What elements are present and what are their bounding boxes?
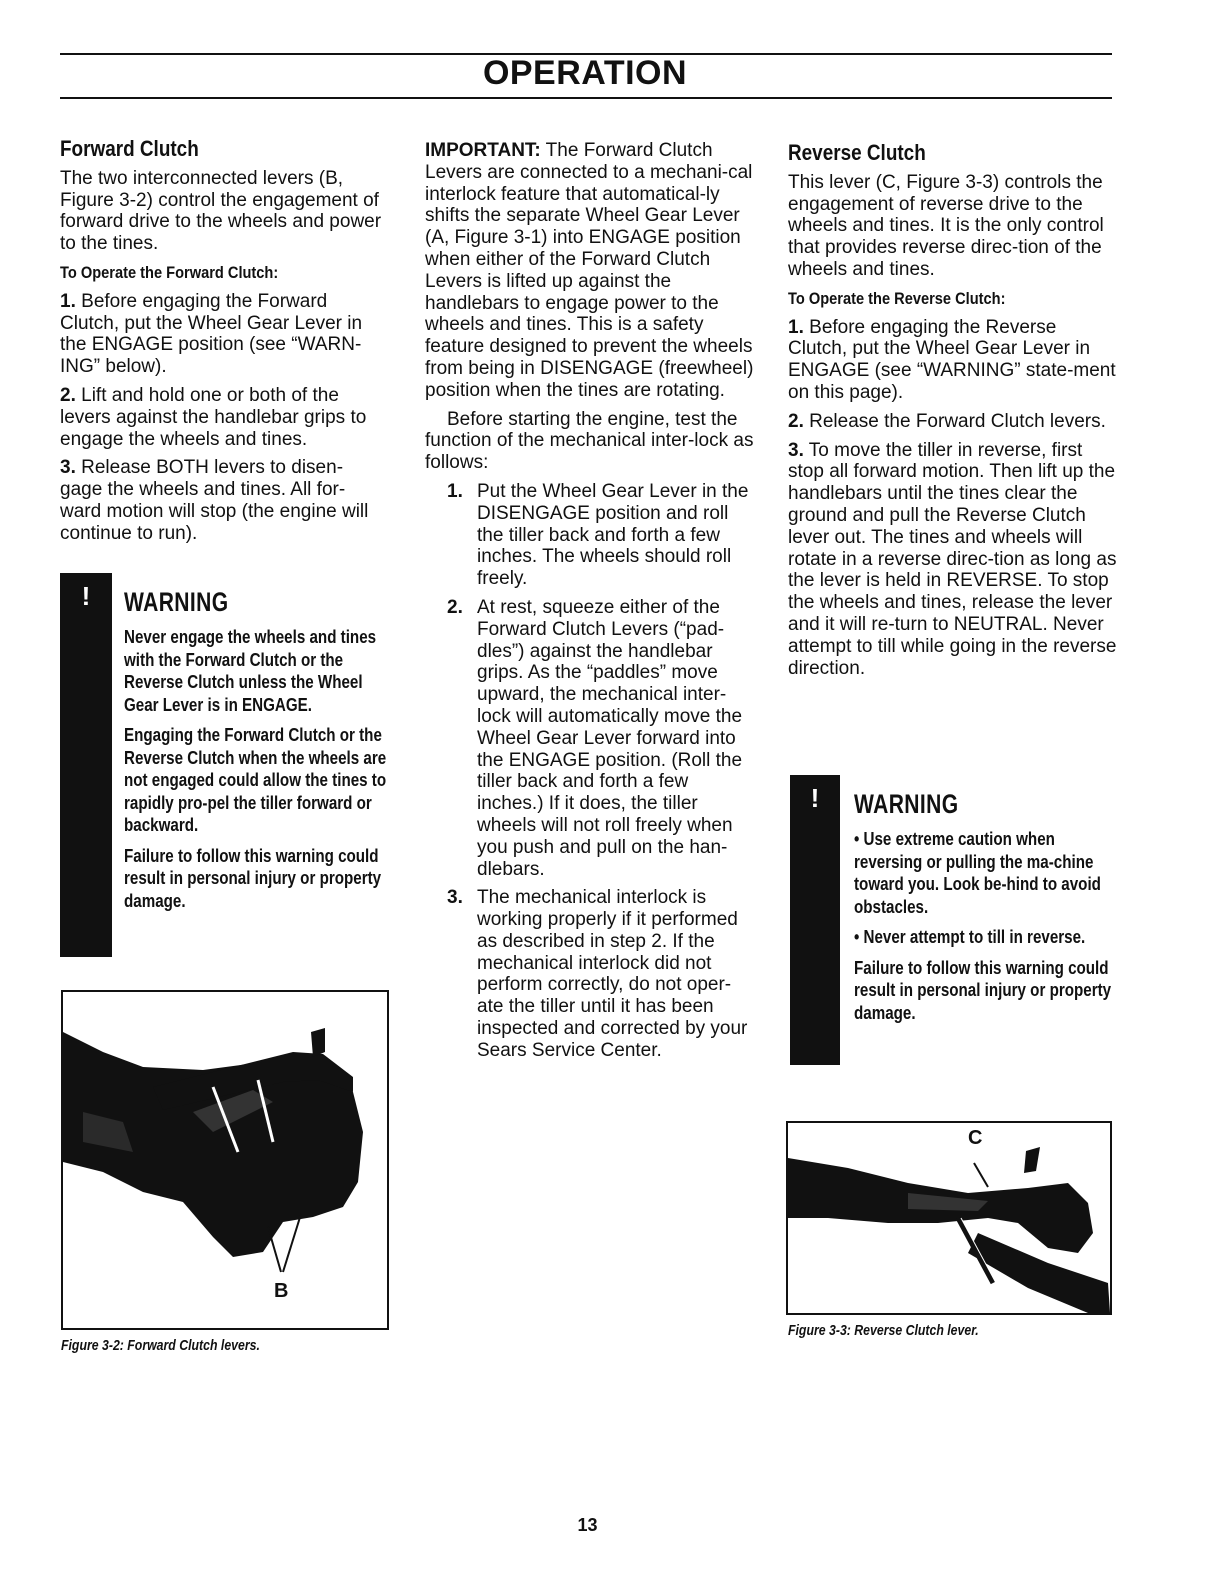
right-column	[788, 142, 1118, 686]
step-number: 2.	[60, 384, 76, 406]
test-step-3	[447, 887, 755, 1061]
forward-step-3	[60, 457, 385, 544]
test-step-2	[447, 597, 755, 880]
exclamation-icon: !	[81, 581, 91, 611]
figure-3-2-caption: Figure 3-2: Forward Clutch levers.	[61, 1337, 260, 1354]
warning-bullet-2: • Never attempt to till in reverse.	[854, 926, 1086, 947]
reverse-step-1	[788, 317, 1118, 404]
lever-handle-shape	[311, 1028, 325, 1057]
forward-clutch-warning	[60, 573, 390, 957]
warning-text-3: Failure to follow this warning could result in personal injury or property damage.	[854, 956, 1112, 1023]
warning-bar	[790, 775, 840, 1065]
warning-body	[854, 789, 1120, 1032]
figure-3-3	[786, 1121, 1112, 1315]
step-number: 2.	[788, 410, 804, 432]
warning-title: WARNING	[854, 789, 959, 819]
figure-3-2	[61, 990, 389, 1330]
step-number: 3.	[60, 457, 76, 479]
forward-clutch-subheading: To Operate the Forward Clutch:	[60, 262, 279, 282]
reverse-clutch-subheading: To Operate the Reverse Clutch:	[788, 288, 1006, 308]
important-text: The Forward Clutch Levers are connected to a mechani-cal interlock feature that automatical-ly shifts the separate Wheel Gear Lever (A, Figure 3-1) into ENGAGE position when either of the Forward Clutch Levers is lifted up against the handlebars to engage power to the wheels and tines. This is a safety feature designed to prevent the wheels from being in DISENGAGE (freewheel) position when the tines are rotating.	[425, 140, 754, 401]
left-column	[60, 138, 385, 552]
step-number: 1.	[788, 316, 804, 338]
step-text: Before engaging the Forward Clutch, put the Wheel Gear Lever in the ENGAGE position (see “WARN-ING” below).	[60, 290, 363, 378]
reverse-clutch-heading: Reverse Clutch	[788, 140, 926, 165]
header-bottom-rule	[60, 97, 1112, 99]
reverse-step-2	[788, 411, 1118, 433]
figure-3-3-caption: Figure 3-3: Reverse Clutch lever.	[788, 1322, 979, 1339]
warning-body	[124, 587, 390, 920]
warning-bullet-1: • Use extreme caution when reversing or pulling the ma-chine toward you. Look be-hind to avoid obstacles.	[854, 828, 1101, 917]
step-text: Release BOTH levers to disen-gage the wheels and tines. All for-ward motion will stop (the engine will continue to run).	[60, 457, 369, 544]
interlock-test-intro: Before starting the engine, test the function of the mechanical inter-lock as follows:	[425, 408, 754, 474]
forward-clutch-heading: Forward Clutch	[60, 136, 199, 161]
step-text: To move the tiller in reverse, first stop all forward motion. Then lift up the handlebars until the tines clear the ground and pull the Reverse Clutch lever out. The tines and wheels will rotate in a reverse direc-tion as long as the lever is held in REVERSE. To stop the wheels and tines, release the lever and it will re-turn to NEUTRAL. Never attempt to till while going in the reverse direction.	[788, 439, 1117, 679]
page-number: 13	[577, 1515, 598, 1535]
test-step-1	[447, 481, 755, 590]
important-label: IMPORTANT:	[425, 140, 541, 161]
pointer-line	[974, 1163, 988, 1187]
step-number: 3.	[447, 887, 463, 909]
step-text: Before engaging the Reverse Clutch, put the Wheel Gear Lever in ENGAGE (see “WARNING” state-ment on this page).	[788, 316, 1116, 403]
exclamation-icon: !	[810, 783, 820, 813]
warning-text-1: Never engage the wheels and tines with the Forward Clutch or the Reverse Clutch unless the Wheel Gear Lever is in ENGAGE.	[124, 626, 377, 715]
page-title: OPERATION	[482, 54, 688, 92]
step-text: The mechanical interlock is working properly if it performed as described in step 2. If the mechanical interlock did not perform correctly, do not oper-ate the tiller until it has been inspected and corrected by your Sears Service Center.	[477, 887, 748, 1061]
step-number: 1.	[447, 480, 463, 502]
forward-clutch-intro: The two interconnected levers (B, Figure 3-2) control the engagement of forward drive to the wheels and power to the tines.	[60, 167, 382, 255]
forward-step-1	[60, 291, 385, 378]
reverse-clutch-warning	[790, 775, 1120, 1065]
warning-text-2: Engaging the Forward Clutch or the Reverse Clutch when the wheels are not engaged could allow the tines to rapidly pro-pel the tiller forward or backward.	[124, 724, 387, 835]
figure-label-b: B	[274, 1280, 289, 1302]
warning-text-3: Failure to follow this warning could result in personal injury or property damage.	[124, 844, 382, 911]
step-text: At rest, squeeze either of the Forward Clutch Levers (“pad-dles”) against the handlebar grips. As the “paddles” move upward, the mechanical inter-lock will automatically move the Wheel Gear Lever forward into the ENGAGE position. (Roll the tiller back and forth a few inches.) If it does, the tiller wheels will not roll freely when you push and pull on the han-dlebars.	[477, 596, 743, 880]
forward-step-2	[60, 385, 385, 450]
step-number: 1.	[60, 290, 76, 312]
step-text: Lift and hold one or both of the levers against the handlebar grips to engage the wheels and tines.	[60, 384, 367, 450]
reverse-step-3	[788, 440, 1118, 680]
step-number: 2.	[447, 596, 463, 618]
reverse-clutch-illustration	[788, 1123, 1110, 1313]
forward-clutch-illustration	[63, 992, 387, 1328]
warning-title: WARNING	[124, 587, 229, 617]
middle-column	[425, 140, 755, 1069]
step-number: 3.	[788, 439, 804, 461]
interlock-test-steps	[447, 481, 755, 1062]
warning-bar	[60, 573, 112, 957]
reverse-clutch-intro: This lever (C, Figure 3-3) controls the engagement of reverse drive to the wheels and tines. It is the only control that provides reverse direc-tion of the wheels and tines.	[788, 171, 1104, 280]
important-note	[425, 140, 755, 402]
step-text: Put the Wheel Gear Lever in the DISENGAGE position and roll the tiller back and forth a few inches. The wheels should roll freely.	[477, 480, 749, 590]
step-text: Release the Forward Clutch levers.	[809, 410, 1106, 432]
lever-handle-shape	[1024, 1147, 1040, 1173]
pointer-line	[283, 1214, 301, 1272]
figure-label-c: C	[968, 1127, 983, 1149]
